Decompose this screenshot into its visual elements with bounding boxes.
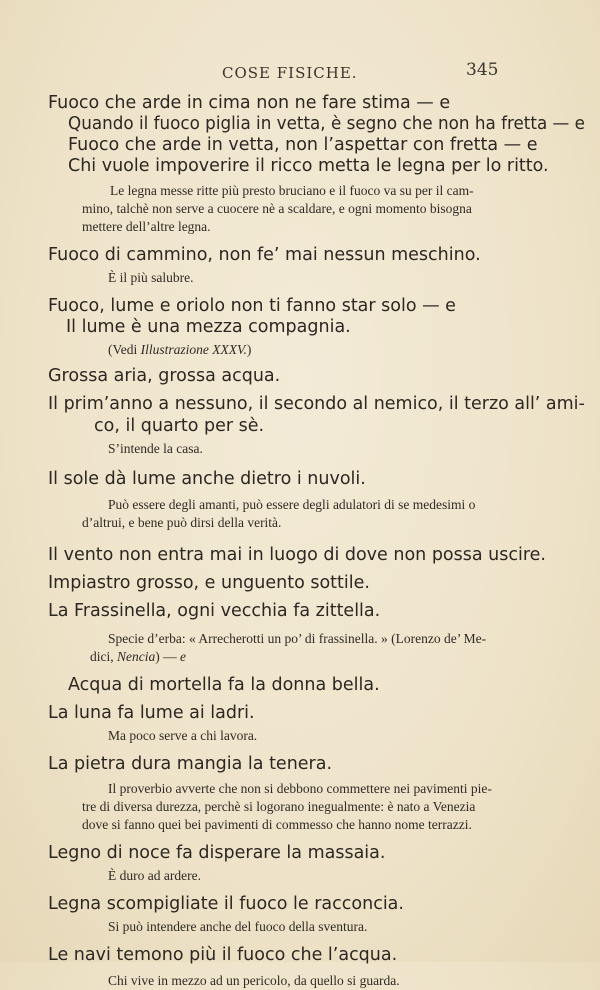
commentary-line: dove si fanno quei bei pavimenti di commesso che hanno nome terrazzi.: [82, 817, 472, 832]
proverb-line: Fuoco che arde in cima non ne fare stima — e: [48, 93, 451, 113]
proverb-entry: [0, 893, 600, 936]
commentary-line: Chi vive in mezzo ad un pericolo, da quello si guarda.: [108, 973, 400, 988]
page-header: [0, 58, 600, 88]
proverb-line: Fuoco di cammino, non fe’ mai nessun meschino.: [48, 245, 481, 265]
proverb-line: Il vento non entra mai in luogo di dove non possa uscire.: [48, 545, 546, 565]
proverb-line: Fuoco, lume e oriolo non ti fanno star solo — e: [48, 296, 456, 316]
proverb-entry: [0, 155, 600, 236]
proverb-line: Acqua di mortella fa la donna bella.: [68, 675, 380, 695]
proverb-entry: [0, 702, 600, 745]
commentary-line: Si può intendere anche del fuoco della sventura.: [108, 919, 368, 934]
commentary-line: (Vedi Illustrazione XXXV.): [108, 342, 252, 357]
commentary-line: d’altrui, e bene può dirsi della verità.: [82, 515, 282, 530]
proverb-entry: [0, 572, 600, 594]
proverb-entry: [0, 674, 600, 696]
proverb-line: Grossa aria, grossa acqua.: [48, 366, 281, 386]
proverb-line: Legno di noce fa disperare la massaia.: [48, 843, 386, 863]
proverb-line: La Frassinella, ogni vecchia fa zittella.: [48, 601, 381, 621]
commentary-line: Le legna messe ritte più presto bruciano e il fuoco va su per il cam-: [110, 183, 474, 198]
proverb-entry: [0, 393, 600, 458]
proverb-line: Il lume è una mezza compagnia.: [66, 317, 351, 337]
proverb-list: [0, 92, 600, 990]
proverb-entry: [0, 134, 600, 156]
proverb-line: Quando il fuoco piglia in vetta, è segno che non ha fretta — e: [68, 114, 585, 134]
running-title: COSE FISICHE.: [222, 64, 358, 82]
proverb-entry: [0, 842, 600, 885]
proverb-line: La luna fa lume ai ladri.: [48, 703, 255, 723]
commentary-line: tre di diversa durezza, perchè si logorano inegualmente: è nato a Venezia: [82, 799, 476, 814]
commentary-line: S’intende la casa.: [108, 441, 203, 456]
commentary-line: È il più salubre.: [108, 270, 194, 285]
commentary-line: Ma poco serve a chi lavora.: [108, 728, 258, 743]
commentary-line: mino, talchè non serve a cuocere nè a scaldare, e ogni momento bisogna: [82, 201, 472, 216]
commentary-line: Il proverbio avverte che non si debbono commettere nei pavimenti pie-: [108, 781, 492, 796]
proverb-entry: [0, 600, 600, 666]
page-number: 345: [466, 60, 499, 80]
proverb-line: Il sole dà lume anche dietro i nuvoli.: [48, 469, 366, 489]
commentary-line: dici, Nencia) — e: [90, 649, 186, 664]
proverb-entry: [0, 468, 600, 532]
proverb-entry: [0, 365, 600, 387]
proverb-entry: [0, 316, 600, 359]
proverb-line: Legna scompigliate il fuoco le racconcia.: [48, 894, 404, 914]
proverb-line: La pietra dura mangia la tenera.: [48, 754, 333, 774]
proverb-line: Le navi temono più il fuoco che l’acqua.: [48, 945, 398, 965]
proverb-line: Impiastro grosso, e unguento sottile.: [48, 573, 370, 593]
proverb-line: Il prim’anno a nessuno, il secondo al nemico, il terzo all’ ami-: [48, 394, 585, 414]
proverb-continuation: co, il quarto per sè.: [94, 416, 265, 436]
commentary-line: Può essere degli amanti, può essere degli adulatori di se medesimi o: [108, 497, 476, 512]
commentary-line: mettere dell’altre legna.: [82, 219, 211, 234]
proverb-line: Fuoco che arde in vetta, non l’aspettar con fretta — e: [68, 135, 538, 155]
proverb-line: Chi vuole impoverire il ricco metta le legna per lo ritto.: [68, 156, 549, 176]
proverb-entry: [0, 244, 600, 287]
proverb-entry: [0, 92, 600, 114]
proverb-entry: [0, 544, 600, 566]
proverb-entry: [0, 944, 600, 990]
commentary-line: È duro ad ardere.: [108, 868, 201, 883]
commentary-line: Specie d’erba: « Arrecherotti un po’ di frassinella. » (Lorenzo de’ Me-: [108, 631, 487, 646]
proverb-entry: [0, 753, 600, 834]
proverb-entry: [0, 113, 600, 135]
proverb-entry: [0, 295, 600, 317]
